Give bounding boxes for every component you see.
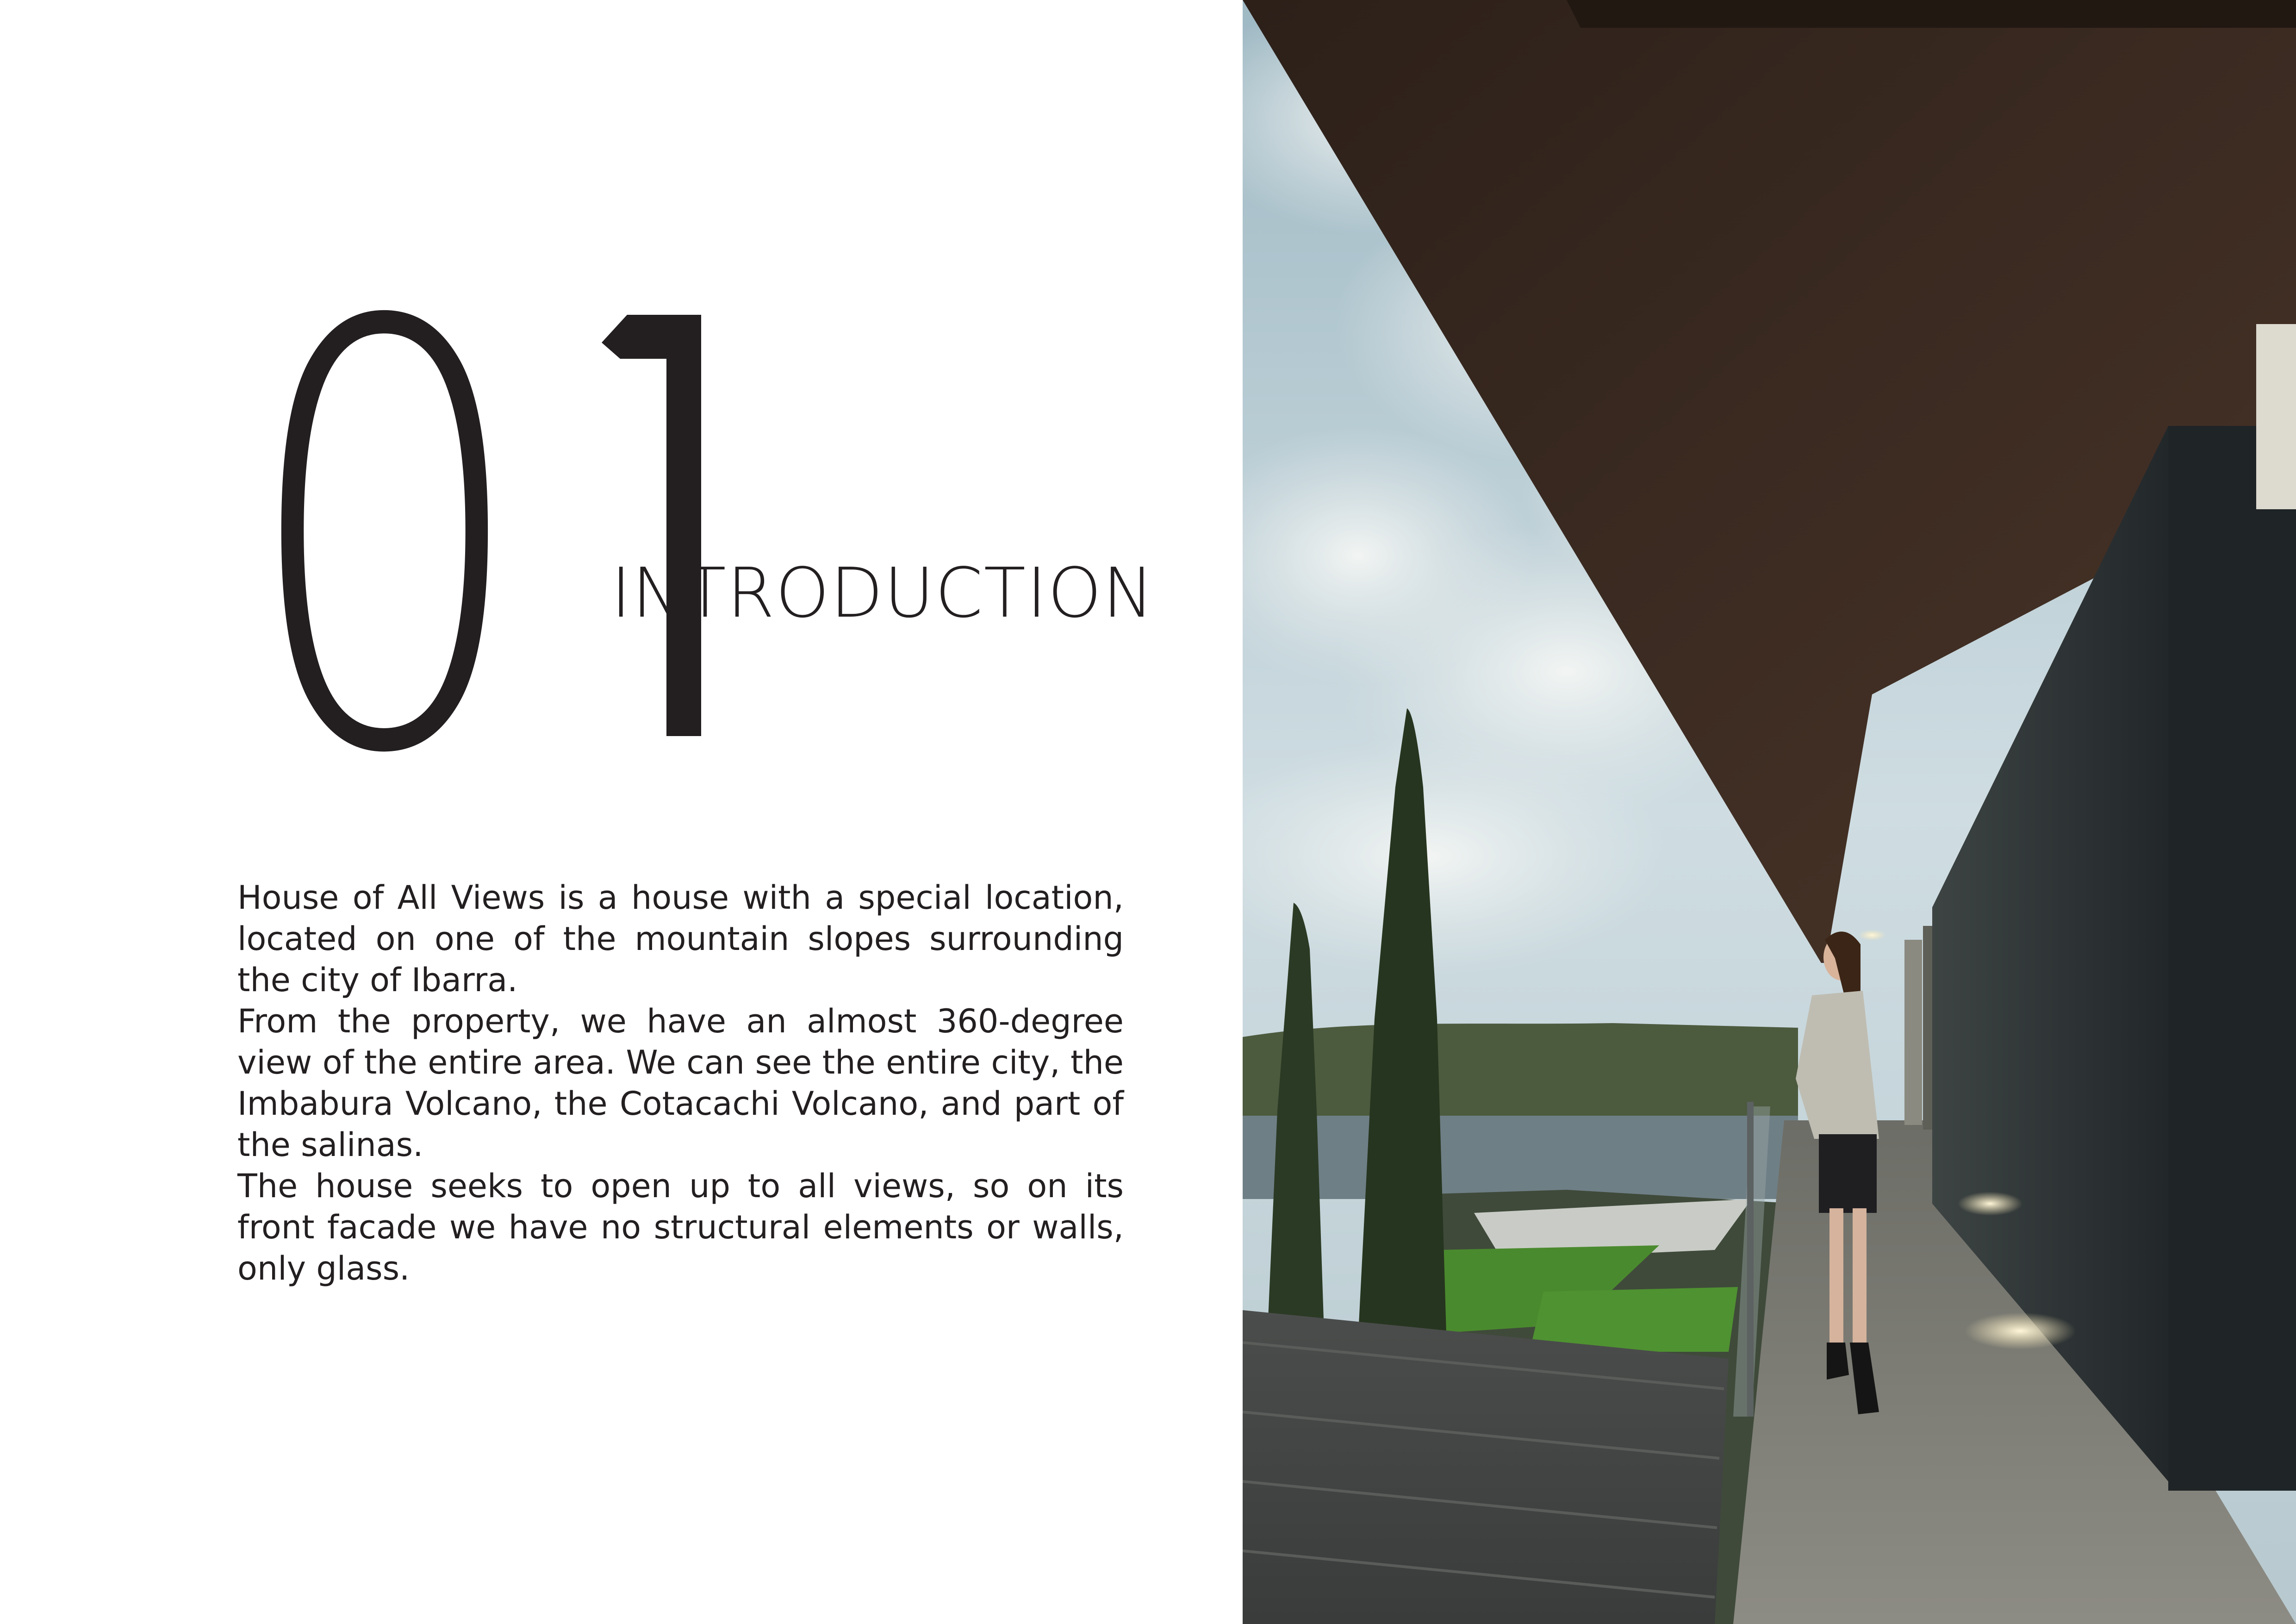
section-number-zero: 0 [241,202,523,881]
body-paragraph-3: The house seeks to open up to all views, so on its front facade we have no structural elements or walls, only glass. [237,1167,1124,1287]
section-number-one [602,315,745,736]
terrace-render-illustration [1243,0,2296,1624]
body-paragraph-1: House of All Views is a house with a special location, located on one of the mountain slopes surrounding the city of Ibarra. [237,879,1124,999]
section-title: INTRODUCTION [611,553,1155,633]
body-paragraph-2: From the property, we have an almost 360-degree view of the entire area. We can see the entire city, the Imbabura Volcano, the Cotacachi Volcano, and part of the salinas. [237,1002,1124,1164]
introduction-body [237,877,1124,1289]
terrace-render-photo [1243,0,2296,1624]
